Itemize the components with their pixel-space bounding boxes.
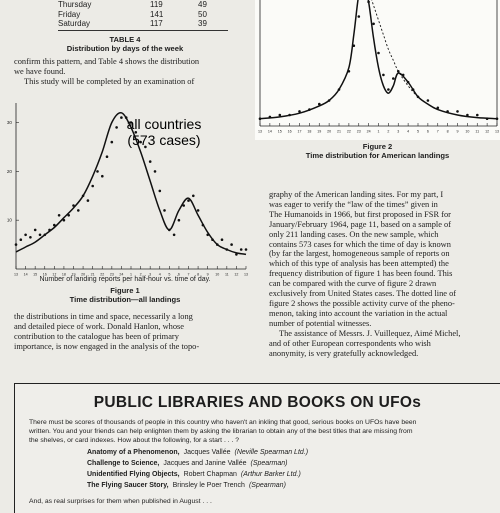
data-point <box>358 15 361 18</box>
x-tick-label: 15 <box>277 129 282 134</box>
x-tick-label: 16 <box>287 129 292 134</box>
table-title: TABLE 4 <box>109 35 141 44</box>
figure-1-chart <box>4 99 250 279</box>
data-point <box>279 114 282 117</box>
data-point <box>178 219 181 222</box>
data-point <box>149 160 152 163</box>
list-item <box>87 458 500 469</box>
x-tick-label: 13 <box>495 129 499 134</box>
list-item <box>87 480 500 491</box>
left-paragraph-top <box>14 57 250 87</box>
text-line: This study will be completed by an examination of <box>24 76 195 86</box>
book-title: Unidentified Flying Objects, <box>87 471 180 478</box>
book-publisher: (Spearman) <box>250 460 288 467</box>
text-line: can be compared with the curve of figure 2 drawn <box>269 279 437 289</box>
data-point <box>387 88 390 91</box>
text-line: and detailed piece of work. Donald Hanlon, whose <box>14 321 185 331</box>
data-point <box>427 99 430 102</box>
text-line: only 211 landing cases. On the new sample, which <box>269 229 439 239</box>
data-point <box>382 74 385 77</box>
x-tick-label: 13 <box>258 129 262 134</box>
table-cell: 119 <box>150 0 163 9</box>
list-item <box>87 447 500 458</box>
figure-2-chart <box>255 0 500 140</box>
table-cell: 39 <box>198 19 207 28</box>
text-line: (by far the largest, homogeneous sample of reports on <box>269 249 450 259</box>
y-tick-label: 30 <box>6 120 12 126</box>
left-paragraph-bottom <box>14 312 250 352</box>
data-point <box>24 234 27 237</box>
book-publisher: (Arthur Barker Ltd.) <box>240 471 301 478</box>
book-title: Challenge to Science, <box>87 460 160 467</box>
x-tick-label: 8 <box>446 129 449 134</box>
data-point <box>230 243 233 246</box>
data-point <box>163 209 166 212</box>
text-line: frequency distribution of figure 1 has been found. This <box>269 269 453 279</box>
data-point <box>34 229 37 232</box>
data-point <box>58 214 61 217</box>
x-tick-label: 1 <box>377 129 380 134</box>
text-line: and of other European correspondents who wish <box>269 338 431 348</box>
x-tick-label: 21 <box>337 129 341 134</box>
data-point <box>96 170 99 173</box>
table-cell: 50 <box>198 9 207 19</box>
text-line: we have found. <box>14 66 66 76</box>
data-point <box>106 155 109 158</box>
text-line: was eager to verify the “law of the times” given in <box>269 199 438 209</box>
figure-1-caption-block <box>0 276 250 304</box>
text-line: The Humanoids in 1966, but first proposed in FSR for <box>269 209 451 219</box>
table-rule <box>58 30 228 31</box>
series-dotted-line <box>364 0 438 110</box>
x-tick-label: 20 <box>327 129 332 134</box>
x-tick-label: 5 <box>168 272 171 277</box>
book-publisher: (Spearman) <box>248 482 286 489</box>
x-tick-label: 16 <box>42 272 47 277</box>
x-tick-label: 18 <box>307 129 312 134</box>
table-row <box>58 19 238 29</box>
data-point <box>77 209 80 212</box>
x-tick-label: 24 <box>119 272 124 277</box>
list-item <box>87 469 500 480</box>
x-tick-label: 3 <box>149 272 152 277</box>
table-4 <box>58 0 238 31</box>
table-cell: 117 <box>150 19 163 28</box>
x-tick-label: 20 <box>81 272 86 277</box>
x-tick-label: 14 <box>23 272 28 277</box>
x-tick-label: 13 <box>14 272 18 277</box>
x-tick-label: 10 <box>465 129 470 134</box>
data-point <box>372 23 375 26</box>
book-title: The Flying Saucer Story, <box>87 482 169 489</box>
x-tick-label: 17 <box>297 129 302 134</box>
figure-2-caption: Time distribution for American landings <box>305 151 450 160</box>
table-caption <box>0 35 250 53</box>
data-point <box>39 234 42 237</box>
x-tick-label: 22 <box>346 129 351 134</box>
y-tick-label: 10 <box>6 217 12 223</box>
data-point <box>29 236 32 239</box>
book-author: Brinsley le Poer Trench <box>172 482 245 489</box>
figure-2-caption-block <box>255 142 500 160</box>
table-cell: 49 <box>198 0 207 9</box>
figure-1-xlabel: Number of landing reports per half-hour vs. time of day. <box>39 276 211 283</box>
figure-2-label: Figure 2 <box>362 142 393 151</box>
x-tick-label: 8 <box>197 272 200 277</box>
data-point <box>192 195 195 198</box>
x-tick-label: 2 <box>139 272 142 277</box>
x-tick-label: 10 <box>215 272 220 277</box>
data-point <box>456 110 459 113</box>
data-point <box>221 238 224 241</box>
data-point <box>476 114 479 117</box>
x-tick-label: 17 <box>52 272 57 277</box>
data-point <box>87 199 90 202</box>
x-tick-label: 13 <box>244 272 248 277</box>
x-tick-label: 11 <box>475 129 480 134</box>
text-line: graphy of the American landing sites. For my part, I <box>269 190 444 199</box>
x-tick-label: 23 <box>109 272 114 277</box>
data-point <box>392 77 395 80</box>
table-row <box>58 10 238 20</box>
series-fit-curve <box>260 0 497 119</box>
book-list <box>15 445 500 491</box>
data-point <box>159 190 162 193</box>
book-author: Robert Chapman <box>183 471 237 478</box>
data-point <box>245 248 248 251</box>
x-tick-label: 12 <box>234 272 239 277</box>
data-point <box>91 185 94 188</box>
x-tick-label: 6 <box>426 129 429 134</box>
book-publisher: (Neville Spearman Ltd.) <box>234 449 309 456</box>
x-tick-label: 1 <box>130 272 132 277</box>
table-cell: Thursday <box>58 0 92 9</box>
figure-1-label: Figure 1 <box>110 286 140 295</box>
x-tick-label: 4 <box>407 129 410 134</box>
x-tick-label: 11 <box>224 272 229 277</box>
data-point <box>115 126 118 129</box>
text-line: the distributions in time and space, necessarily a long <box>14 312 193 321</box>
data-point <box>377 52 380 55</box>
x-tick-label: 6 <box>177 272 180 277</box>
x-tick-label: 12 <box>485 129 490 134</box>
figure-1-caption: Time distribution—all landings <box>69 295 181 304</box>
book-title: Anatomy of a Phenomenon, <box>87 449 180 456</box>
text-line: contains 573 cases for which the time of day is known <box>269 239 451 249</box>
data-point <box>20 238 23 241</box>
y-tick-label: 20 <box>6 168 12 174</box>
data-point <box>173 234 176 237</box>
data-point <box>120 116 123 119</box>
x-tick-label: 23 <box>356 129 361 134</box>
text-line: anonymity, is very gratefully acknowledged. <box>269 348 419 358</box>
x-tick-label: 19 <box>317 129 322 134</box>
x-tick-label: 15 <box>33 272 38 277</box>
ad-footer: And, as real surprises for them when published in August . . . <box>29 498 212 505</box>
x-tick-label: 22 <box>100 272 105 277</box>
figure-1-inset-title: all countries <box>126 116 202 132</box>
text-line: number of potential witnesses. <box>269 318 372 328</box>
text-line: written. You and your friends can help enlighten them by asking the librarian to obtain any of the best titles that are missing from <box>29 428 413 435</box>
text-line: The assistance of Messrs. J. Vuillequez, Aimé Michel, <box>279 328 461 338</box>
x-tick-label: 3 <box>397 129 400 134</box>
x-tick-label: 24 <box>366 129 371 134</box>
data-point <box>240 248 243 251</box>
data-point <box>111 141 114 144</box>
text-line: There must be scores of thousands of people in this country who haven't an inkling that good, serious books on UFOs have been <box>29 419 417 426</box>
text-line: the shelves, or card indexes. How about the following, for a start . . . ? <box>29 437 240 444</box>
x-tick-label: 7 <box>187 272 190 277</box>
data-point <box>101 175 104 178</box>
text-line: figure 2 shows the possible activity curve of the pheno- <box>269 298 455 308</box>
table-cell: Friday <box>58 9 81 19</box>
right-paragraph <box>269 190 497 358</box>
table-caption-text: Distribution by days of the week <box>66 44 184 53</box>
ad-title: PUBLIC LIBRARIES AND BOOKS ON UFOs <box>93 394 422 411</box>
x-tick-label: 18 <box>61 272 66 277</box>
text-line: contribution to the catalogue has been of primary <box>14 331 179 341</box>
x-tick-label: 2 <box>387 129 390 134</box>
data-point <box>197 209 200 212</box>
x-tick-label: 9 <box>456 129 459 134</box>
text-line: which of this type of analysis has been attempted) the <box>269 259 449 269</box>
text-line: importance, is now engaged in the analysis of the topo- <box>14 341 200 351</box>
text-line: January/February 1964, page 11, based on a sample of <box>269 219 452 229</box>
book-author: Jacques and Janine Vallée <box>163 460 247 467</box>
data-point <box>15 243 18 246</box>
library-ad-box <box>14 383 500 513</box>
text-line: menon, taking into account the variation in the actual <box>269 308 448 318</box>
text-line: confirm this pattern, and Table 4 shows the distribution <box>14 57 200 66</box>
data-point <box>154 170 157 173</box>
figure-1-inset-subtitle: (573 cases) <box>127 132 201 148</box>
x-tick-label: 19 <box>71 272 76 277</box>
book-author: Jacques Vallée <box>183 449 231 456</box>
table-cell: 141 <box>150 9 164 19</box>
text-line: exclusively from United States cases. The dotted line of <box>269 289 457 299</box>
x-tick-label: 9 <box>206 272 209 277</box>
table-cell: Saturday <box>58 19 91 28</box>
ad-intro <box>15 412 500 445</box>
x-tick-label: 4 <box>158 272 161 277</box>
x-tick-label: 7 <box>436 129 439 134</box>
x-tick-label: 5 <box>417 129 419 134</box>
x-tick-label: 14 <box>267 129 272 134</box>
table-row <box>58 0 238 10</box>
x-tick-label: 21 <box>90 272 95 277</box>
